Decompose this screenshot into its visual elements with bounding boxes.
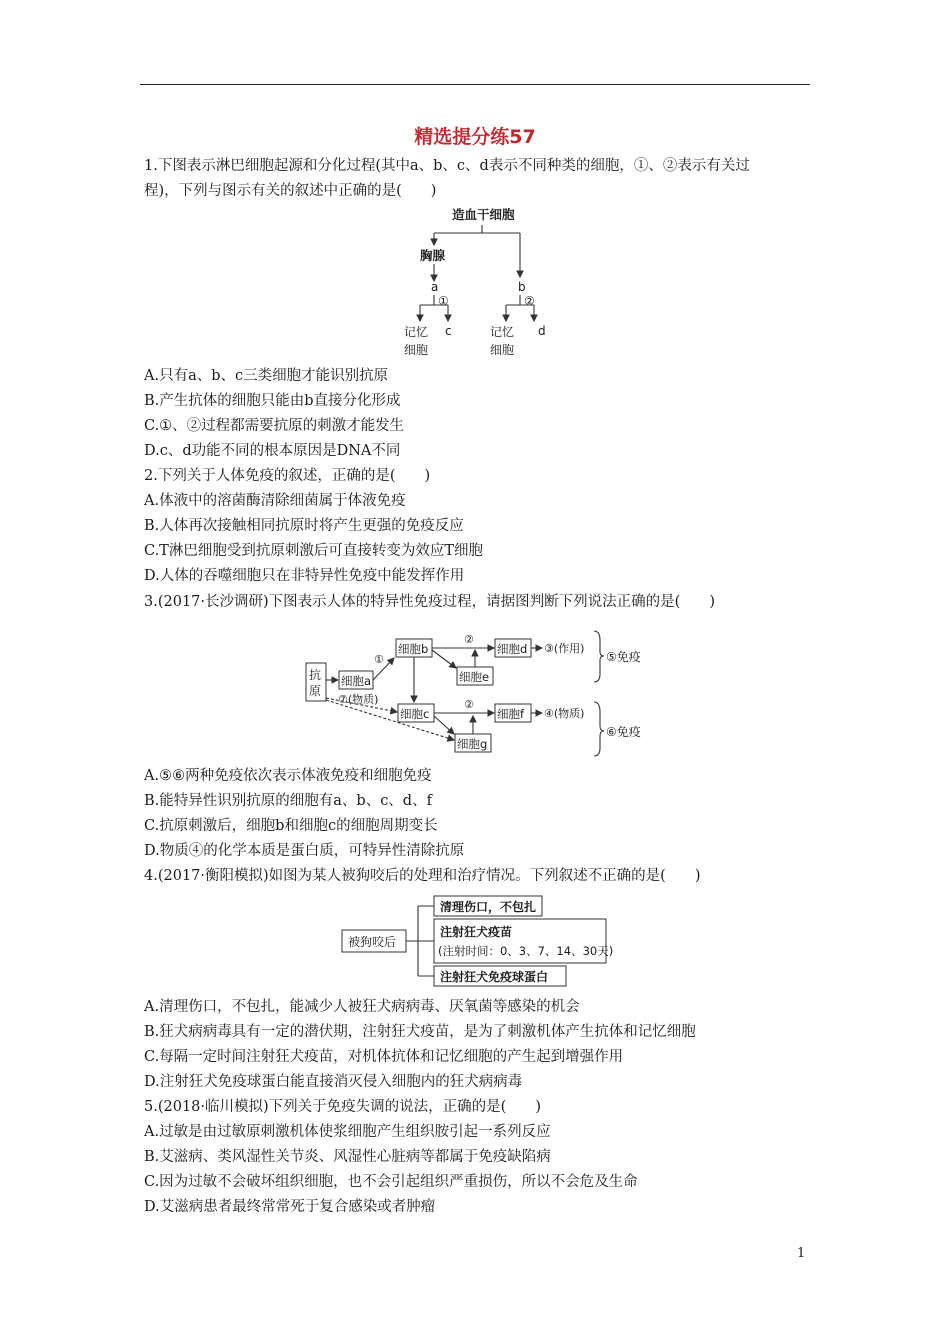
memory-cell-2-label-2: 细胞 <box>490 343 515 357</box>
action-3-label: ③(作用) <box>544 642 585 655</box>
vaccine-schedule-label: (注射时间：0、3、7、14、30天) <box>438 944 614 958</box>
cell-f-box-label: 细胞f <box>497 707 525 721</box>
q3-option-d: D.物质④的化学本质是蛋白质，可特异性清除抗原 <box>144 843 465 859</box>
cell-a-box-label: 细胞a <box>341 674 372 688</box>
cell-d-box-label: 细胞d <box>497 642 528 656</box>
memory-cell-2-label: 记忆 <box>490 325 515 339</box>
antigen-label-1: 抗 <box>309 668 322 682</box>
q4-option-d: D.注射狂犬免疫球蛋白能直接消灭侵入细胞内的狂犬病病毒 <box>144 1074 523 1090</box>
q2-stem: 2.下列关于人体免疫的叙述，正确的是( ) <box>144 468 431 484</box>
cell-c-box-label: 细胞c <box>400 707 430 721</box>
memory-cell-1-label: 记忆 <box>404 325 429 339</box>
cell-b-box-label: 细胞b <box>398 642 429 656</box>
q4-option-c: C.每隔一定时间注射狂犬疫苗，对机体抗体和记忆细胞的产生起到增强作用 <box>144 1049 624 1065</box>
hematopoietic-stem-cell-label: 造血干细胞 <box>452 207 515 222</box>
q4-option-a: A.清理伤口，不包扎，能减少人被狂犬病病毒、厌氧菌等感染的机会 <box>144 999 580 1015</box>
immunity-5-label: ⑤免疫 <box>606 650 641 664</box>
q5-stem: 5.(2018·临川模拟)下列关于免疫失调的说法，正确的是( ) <box>144 1099 541 1115</box>
q4-option-b: B.狂犬病病毒具有一定的潜伏期，注射狂犬疫苗，是为了刺激机体产生抗体和记忆细胞 <box>144 1024 696 1040</box>
cell-c-label: c <box>445 324 452 338</box>
vaccine-label: 注射狂犬疫苗 <box>440 925 513 939</box>
substance-7-label: ⑦(物质) <box>338 693 379 706</box>
q3-option-b: B.能特异性识别抗原的细胞有a、b、c、d、f <box>144 793 432 809</box>
q5-option-d: D.艾滋病患者最终常常死于复合感染或者肿瘤 <box>144 1199 436 1215</box>
q3-option-c: C.抗原刺激后，细胞b和细胞c的细胞周期变长 <box>144 818 438 834</box>
q2-option-b: B.人体再次接触相同抗原时将产生更强的免疫反应 <box>144 518 464 534</box>
q5-option-b: B.艾滋病、类风湿性关节炎、风湿性心脏病等都属于免疫缺陷病 <box>144 1149 551 1165</box>
immunity-6-label: ⑥免疫 <box>606 725 641 739</box>
cell-a-label: a <box>431 280 439 294</box>
process-2-label: ② <box>524 294 535 308</box>
q1-stem-line1: 1.下图表示淋巴细胞起源和分化过程(其中a、b、c、d表示不同种类的细胞，①、②表示有关过 <box>144 158 750 174</box>
dog-bite-treatment-diagram <box>340 893 620 993</box>
header-rule <box>140 84 810 85</box>
q2-option-a: A.体液中的溶菌酶清除细菌属于体液免疫 <box>144 493 406 509</box>
memory-cell-1-label-2: 细胞 <box>404 343 429 357</box>
clean-wound-label: 清理伤口，不包扎 <box>440 900 537 914</box>
specific-immunity-diagram <box>304 628 654 758</box>
step-2-bottom-label: ② <box>464 698 474 711</box>
q1-option-b: B.产生抗体的细胞只能由b直接分化形成 <box>144 393 401 409</box>
page-title: 精选提分练57 <box>414 126 536 148</box>
antigen-label-2: 原 <box>309 684 322 698</box>
q2-option-d: D.人体的吞噬细胞只在非特异性免疫中能发挥作用 <box>144 568 465 584</box>
immunoglobulin-label: 注射狂犬免疫球蛋白 <box>440 970 549 984</box>
q4-stem: 4.(2017·衡阳模拟)如图为某人被狗咬后的处理和治疗情况。下列叙述不正确的是( ) <box>144 868 701 884</box>
step-1-label: ① <box>374 653 384 666</box>
cell-d-label: d <box>538 324 546 338</box>
q1-option-c: C.①、②过程都需要抗原的刺激才能发生 <box>144 418 405 434</box>
q3-option-a: A.⑤⑥两种免疫依次表示体液免疫和细胞免疫 <box>144 768 432 784</box>
page-number: 1 <box>797 1246 806 1261</box>
thymus-label: 胸腺 <box>420 248 446 263</box>
q2-option-c: C.T淋巴细胞受到抗原刺激后可直接转变为效应T细胞 <box>144 543 484 559</box>
lymphocyte-origin-diagram <box>400 205 560 360</box>
q1-option-d: D.c、d功能不同的根本原因是DNA不同 <box>144 443 401 459</box>
q1-stem-line2: 程)，下列与图示有关的叙述中正确的是( ) <box>144 183 437 199</box>
cell-g-box-label: 细胞g <box>457 737 488 751</box>
q5-option-c: C.因为过敏不会破坏组织细胞，也不会引起组织严重损伤，所以不会危及生命 <box>144 1174 638 1190</box>
process-1-label: ① <box>438 294 449 308</box>
q1-option-a: A.只有a、b、c三类细胞才能识别抗原 <box>144 368 389 384</box>
q5-option-a: A.过敏是由过敏原刺激机体使浆细胞产生组织胺引起一系列反应 <box>144 1124 551 1140</box>
q3-stem: 3.(2017·长沙调研)下图表示人体的特异性免疫过程，请据图判断下列说法正确的是( ) <box>144 594 715 610</box>
step-2-top-label: ② <box>464 633 474 646</box>
bitten-label: 被狗咬后 <box>348 935 397 949</box>
cell-b-label: b <box>518 280 526 294</box>
cell-e-box-label: 细胞e <box>459 670 490 684</box>
substance-4-label: ④(物质) <box>544 707 585 720</box>
